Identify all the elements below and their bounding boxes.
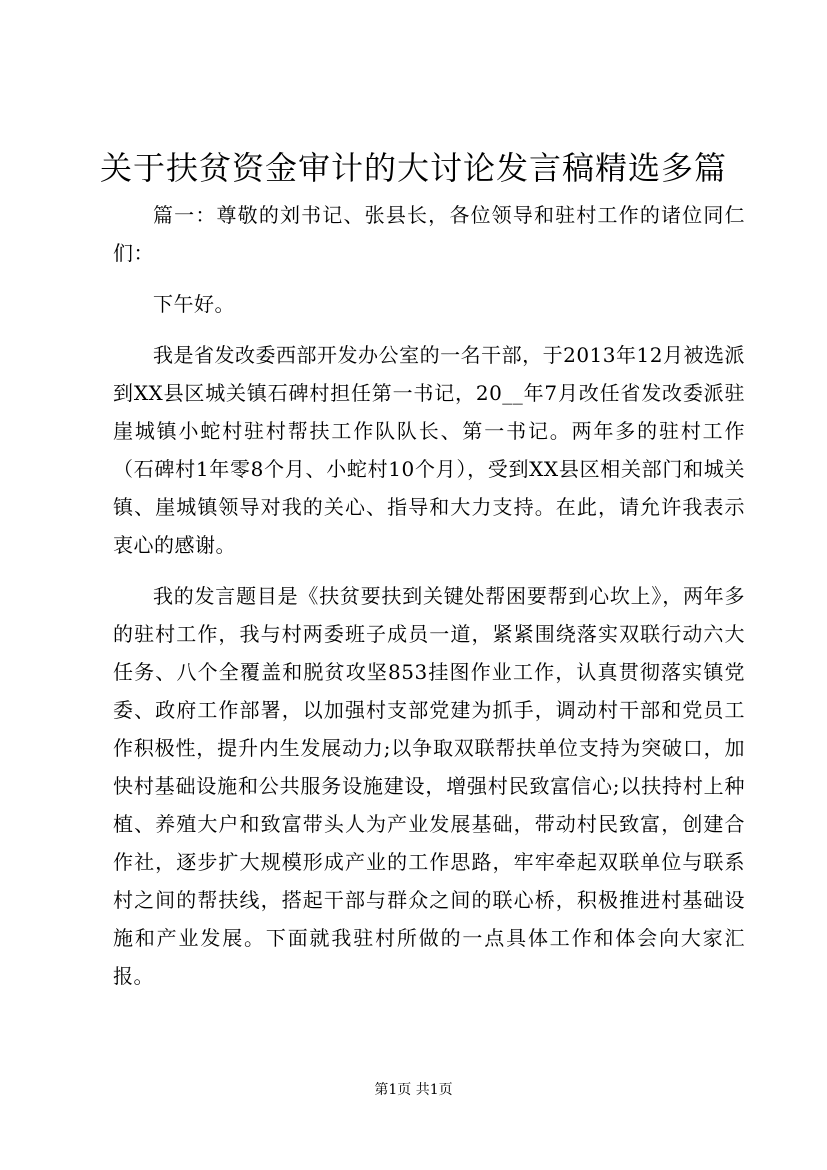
document-body	[113, 196, 745, 1008]
paragraph-speech-topic: 我的发言题目是《扶贫要扶到关键处帮困要帮到心坎上》，两年多的驻村工作，我与村两委班子成员一道，紧紧围绕落实双联行动六大任务、八个全覆盖和脱贫攻坚853挂图作业工作，认真贯彻落实镇党委、政府工作部署，以加强村支部党建为抓手，调动村干部和党员工作积极性，提升内生发展动力;以争取双联帮扶单位支持为突破口，加快村基础设施和公共服务设施建设，增强村民致富信心;以扶持村上种植、养殖大户和致富带头人为产业发展基础，带动村民致富，创建合作社，逐步扩大规模形成产业的工作思路，牢牢牵起双联单位与联系村之间的帮扶线，搭起干部与群众之间的联心桥，积极推进村基础设施和产业发展。下面就我驻村所做的一点具体工作和体会向大家汇报。	[113, 584, 745, 988]
paragraph-introduction: 我是省发改委西部开发办公室的一名干部，于2013年12月被选派到XX县区城关镇石碑村担任第一书记，20__年7月改任省发改委派驻崖城镇小蛇村驻村帮扶工作队队长、第一书记。两年多的驻村工作（石碑村1年零8个月、小蛇村10个月），受到XX县区相关部门和城关镇、崖城镇领导对我的关心、指导和大力支持。在此，请允许我表示衷心的感谢。	[113, 343, 745, 557]
paragraph-good-afternoon: 下午好。	[153, 292, 235, 316]
paragraph-greeting: 篇一：尊敬的刘书记、张县长，各位领导和驻村工作的诸位同仁们：	[113, 203, 745, 265]
page-footer: 第1页 共1页	[374, 1082, 453, 1098]
document-title: 关于扶贫资金审计的大讨论发言稿精选多篇	[99, 149, 727, 187]
